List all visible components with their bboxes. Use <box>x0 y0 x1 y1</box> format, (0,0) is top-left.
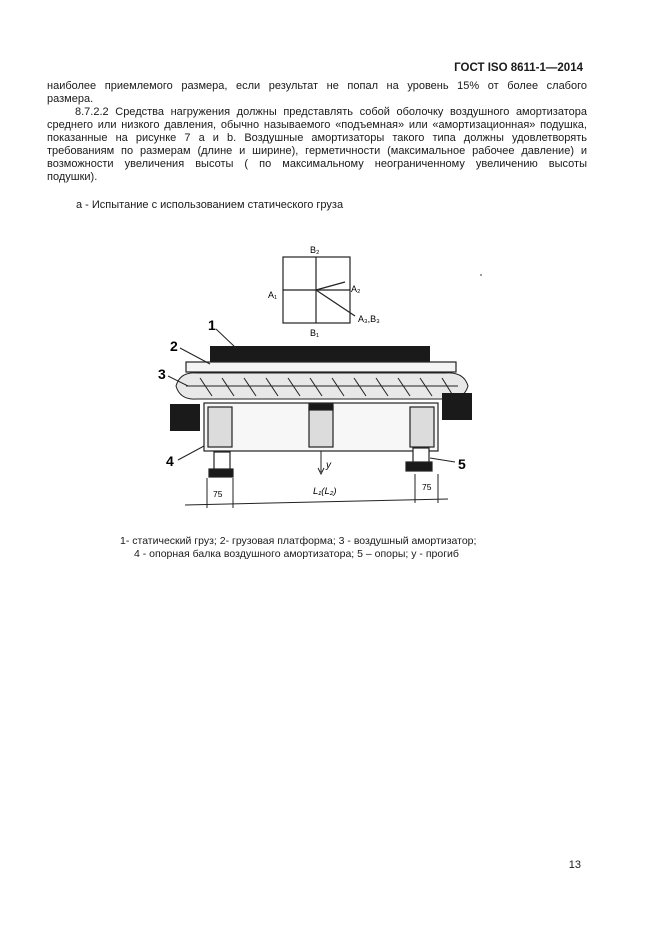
label-a1: A₁ <box>268 290 278 300</box>
side-block-left <box>170 404 200 431</box>
support-left <box>209 452 233 477</box>
static-load <box>210 346 430 364</box>
label-a2: A₂ <box>351 284 361 294</box>
load-platform <box>186 362 456 372</box>
legend-line-1: 1- статический груз; 2- грузовая платформа; 3 - воздушный амортизатор; <box>120 535 477 547</box>
side-block-right <box>442 393 472 420</box>
figure-caption: а - Испытание с использованием статического груза <box>76 199 344 211</box>
callout-4: 4 <box>166 453 174 469</box>
text-line: подушки). <box>47 171 98 183</box>
page-number: 13 <box>568 859 581 871</box>
dim-right-75: 75 <box>422 482 432 492</box>
label-a3b3: A₃,B₃ <box>358 314 380 324</box>
document-header: ГОСТ ISO 8611-1—2014 <box>454 62 583 74</box>
label-b1: B₁ <box>310 328 320 338</box>
text-line: наиболее приемлемого размера, если результат не попал на уровень 15% от более слабого <box>47 80 587 92</box>
dim-center-l1l2: L₁(L₂) <box>313 486 337 497</box>
text-line: 8.7.2.2 Средства нагружения должны представлять собой оболочку воздушного амортизатора <box>75 106 587 118</box>
support-beam <box>204 403 438 451</box>
text-line: показанные на рисунке 7 a и b. Воздушные амортизаторы такого типа должны удовлетворять <box>47 132 587 144</box>
text-line: размера. <box>47 93 94 105</box>
text-line: возможности увеличения высоты ( по максимальному неограниченному увеличению высоты <box>47 158 587 170</box>
label-y: y <box>326 460 331 471</box>
label-b2: B₂ <box>310 245 320 255</box>
legend-line-2: 4 - опорная балка воздушного амортизатора; 5 – опоры; у - прогиб <box>134 548 459 560</box>
dim-left-75: 75 <box>213 489 223 499</box>
text-line: требованиям по размерам (длине и ширине), герметичности (максимальное рабочее давление) и <box>47 145 587 157</box>
callout-2: 2 <box>170 338 178 354</box>
text-line: среднего или низкого давления, обычно называемого «подъемная» или «амортизационная» подушка, <box>47 119 587 131</box>
dimension-square-diagram <box>283 257 355 323</box>
air-cushion <box>176 373 468 399</box>
callout-3: 3 <box>158 366 166 382</box>
scan-speck <box>480 274 482 276</box>
callout-5: 5 <box>458 456 466 472</box>
callout-1: 1 <box>208 317 216 333</box>
deflection-arrow <box>318 451 324 474</box>
